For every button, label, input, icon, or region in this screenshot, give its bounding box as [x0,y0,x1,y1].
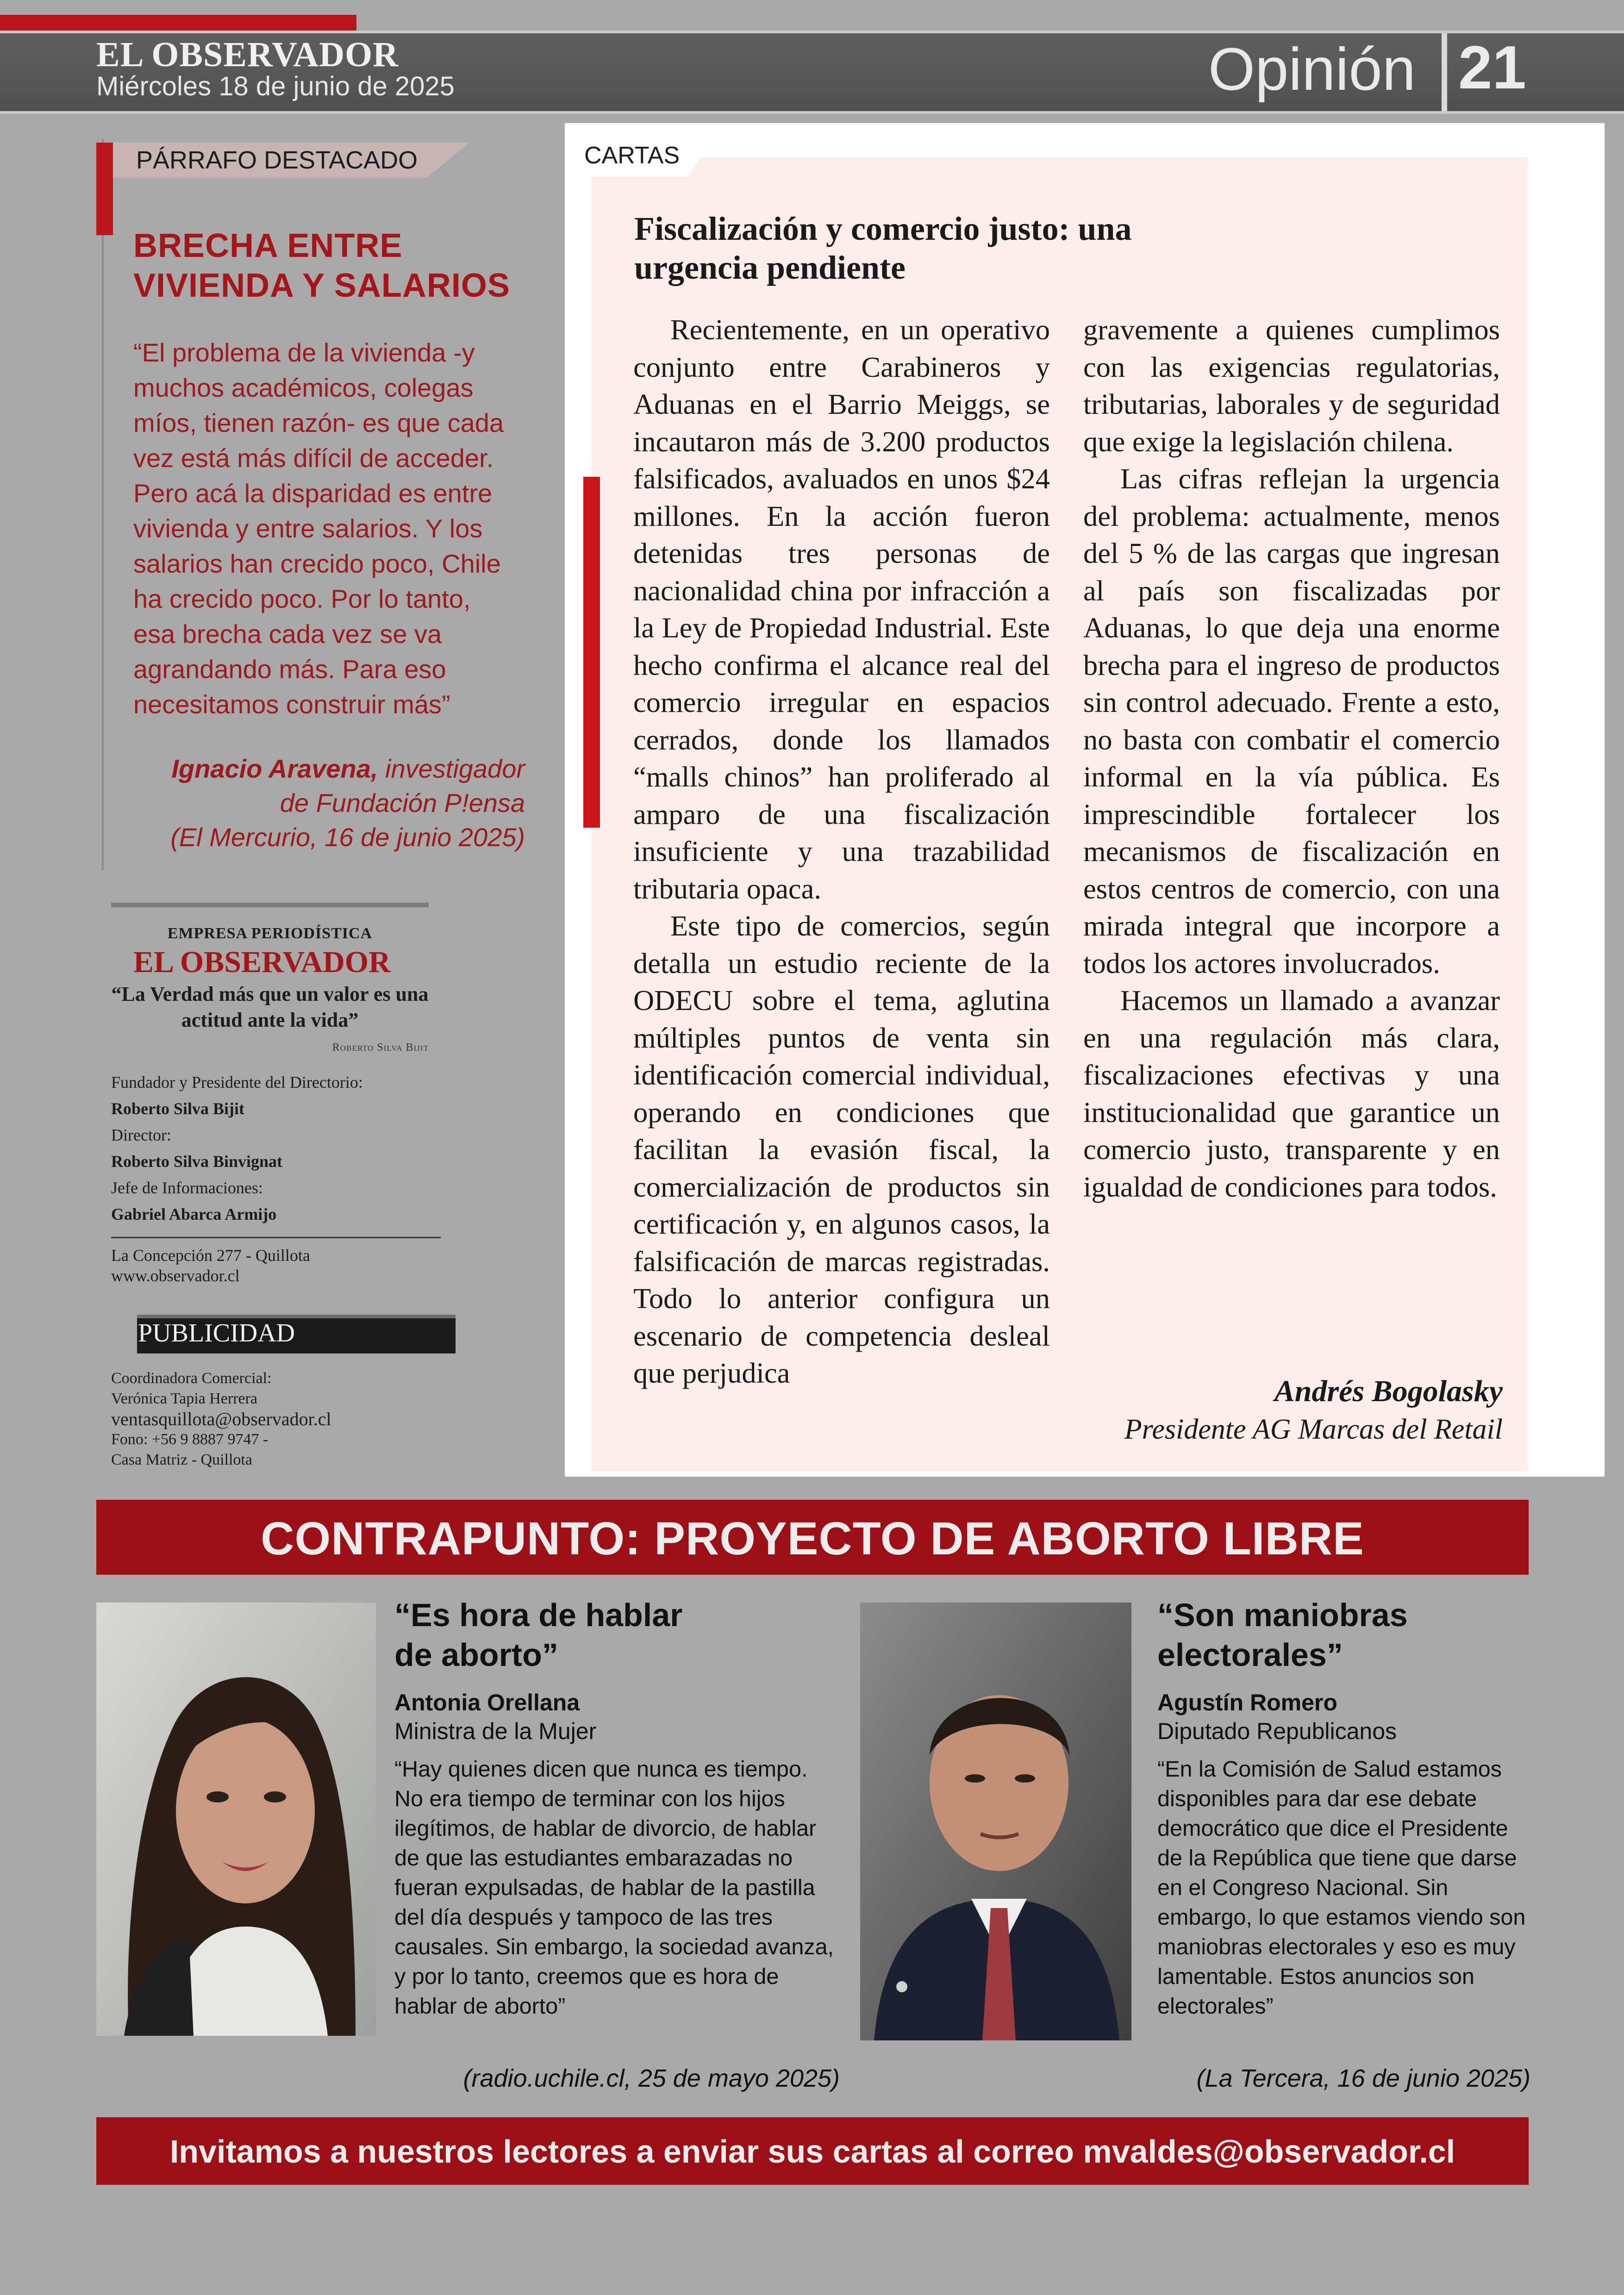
advertising-office: Casa Matriz - Quillota [111,1451,252,1468]
letter-title: Fiscalización y comercio justo: una urgencia pendiente [634,210,1132,286]
counterpoint-speaker-name: Agustín Romero [1157,1690,1337,1715]
featured-quote: “El problema de la vivienda -y muchos académicos, colegas míos, tienen razón- es que cada vez está más difícil de acceder. Pero acá la disparidad es entre vivienda y entre salarios. Y los salarios han crecido poco, Chile ha crecido poco. Por lo tanto, esa brecha cada vez se va agrandando más. Para eso necesitamos construir más” [133,338,504,719]
counterpoint-title: CONTRAPUNTO: PROYECTO DE ABORTO LIBRE [261,1513,1364,1565]
header-divider [1442,33,1447,111]
counterpoint-source: (La Tercera, 16 de junio 2025) [1196,2064,1530,2092]
counterpoint-quote: “Hay quienes dicen que nunca es tiempo. No era tiempo de terminar con los hijos ilegítimos, de hablar de divorcio, de hablar de que las estudiantes embarazadas no fueran expulsadas, de hablar de la pastilla del día después y tampoco de las tres causales. Sin embargo, la sociedad avanza, y por lo tanto, creemos que es hora de hablar de aborto” [394,1757,834,2019]
counterpoint-speaker-name: Antonia Orellana [394,1690,580,1715]
portrait-man-image [860,1603,1131,2040]
counterpoint-headline [1157,1595,1454,1675]
staff-role: Director: [111,1126,171,1144]
footer-invitation[interactable]: Invitamos a nuestros lectores a enviar sus cartas al correo mvaldes@observador.cl [169,2133,1455,2170]
masthead-divider [111,1237,441,1238]
issue-date: Miércoles 18 de junio de 2025 [96,71,455,101]
letter-paragraph: Recientemente, en un operativo conjunto entre Carabineros y Aduanas en el Barrio Meiggs, se incautaron más de 3.200 productos falsificados, avaluados en unos $24 millones. En la acción fueron detenidas tres personas de nacionalidad china por infracción a la Ley de Propiedad Industrial. Este hecho confirma el alcance real del comercio irregular en espacios cerrados, donde los llamados “malls chinos” han proliferado al amparo de una fiscalización insuficiente y una trazabilidad tributaria opaca. [633,313,1050,905]
featured-author: Ignacio Aravena, [171,754,378,783]
staff-name: Roberto Silva Binvignat [111,1152,283,1171]
advertising-coordinator-title: Coordinadora Comercial: [111,1370,272,1387]
letter-paragraph-continued: gravemente a quienes cumplimos con las exigencias regulatorias, tributarias, laborales y de seguridad que exige la legislación chilena. [1083,313,1500,458]
counterpoint-source: (radio.uchile.cl, 25 de mayo 2025) [463,2064,840,2092]
letter-paragraph: Las cifras reflejan la urgencia del problema: actualmente, menos del 5 % de las cargas que ingresan al país son fiscalizadas por Aduanas, lo que deja una enorme brecha para el ingreso de productos sin control adecuado. Frente a esto, no basta con combatir el comercio informal en la vía pública. Es imprescindible fortalecer los mecanismos de fiscalización en estos centros de comercio, con una mirada integral que incorpore a todos los actores involucrados. [1083,462,1500,979]
advertising-phone: Fono: +56 9 8887 9747 - [111,1431,269,1448]
featured-title: BRECHA ENTRE VIVIENDA Y SALARIOS [133,227,510,304]
portrait-photo [860,1603,1131,2040]
masthead-address-block [111,1245,310,1286]
letters-accent-bar [583,477,600,828]
featured-label: PÁRRAFO DESTACADO [136,146,418,174]
featured-accent-bar [96,143,113,235]
staff-name: Roberto Silva Bijit [111,1099,244,1118]
letter-author-role: Presidente AG Marcas del Retail [1124,1414,1503,1445]
masthead-kicker: EMPRESA PERIODÍSTICA [167,925,373,942]
letter-paragraph: Este tipo de comercios, según detalla un estudio reciente de la ODECU sobre el tema, aglutina múltiples puntos de venta sin identificación comercial individual, operando en condiciones que facilitan la evasión fiscal, la comercialización de productos sin certificación y, en algunos casos, la falsificación de marcas registradas. Todo lo anterior configura un escenario de competencia desleal que perjudica [633,910,1050,1389]
paper-name: EL OBSERVADOR [96,35,399,74]
advertising-coordinator-name: Verónica Tapia Herrera [111,1390,258,1407]
masthead-staff [111,1069,444,1228]
featured-author-role: investigador [385,754,525,783]
staff-role: Jefe de Informaciones: [111,1179,263,1197]
counterpoint-quote: “En la Comisión de Salud estamos disponibles para dar ese debate democrático que dice el Presidente de la República que tiene que darse en el Congreso Nacional. Sin embargo, lo que estamos viendo son maniobras electorales y eso es muy lamentable. Estos anuncios son electorales” [1157,1757,1526,2019]
advertising-contact [111,1368,331,1470]
counterpoint-speaker-role: Ministra de la Mujer [394,1718,597,1744]
counterpoint-speaker-role: Diputado Republicanos [1157,1718,1397,1744]
featured-organization: de Fundación P!ensa [280,788,525,817]
letter-paragraph: Hacemos un llamado a avanzar en una regulación más clara, fiscalizaciones efectivas y una institucionalidad que garantice un comercio justo, transparente y en igualdad de condiciones para todos. [1083,984,1500,1203]
section-title: Opinión [1208,35,1416,103]
masthead-rule [111,903,429,907]
masthead-motto: “La Verdad más que un valor es una actitud ante la vida” [111,983,429,1031]
counterpoint-headline-text: “Son maniobras electorales” [1157,1597,1408,1673]
advertising-label: PUBLICIDAD [138,1319,295,1347]
letter-column-1 [633,311,1050,1392]
featured-source: (El Mercurio, 16 de junio 2025) [170,823,525,852]
letters-label: CARTAS [584,142,680,169]
featured-divider [102,139,104,870]
header-accent-stripe [0,15,356,31]
featured-attribution [111,752,525,854]
letter-column-2 [1083,311,1500,1205]
counterpoint-headline [394,1595,691,1675]
portrait-photo [96,1603,376,2036]
staff-name: Gabriel Abarca Armijo [111,1205,277,1223]
masthead-motto-signature: Roberto Silva Bijit [332,1041,429,1054]
letter-author: Andrés Bogolasky [1274,1374,1503,1408]
staff-role: Fundador y Presidente del Directorio: [111,1073,363,1091]
page-number: 21 [1458,33,1526,101]
portrait-woman-image [96,1603,376,2036]
advertising-email[interactable]: ventasquillota@observador.cl [111,1409,331,1429]
masthead-name: EL OBSERVADOR [133,945,391,979]
counterpoint-headline-text: “Es hora de hablar de aborto” [394,1597,683,1673]
letter-signature [1018,1372,1503,1448]
masthead-website[interactable]: www.observador.cl [111,1266,240,1285]
masthead-address: La Concepción 277 - Quillota [111,1246,310,1265]
